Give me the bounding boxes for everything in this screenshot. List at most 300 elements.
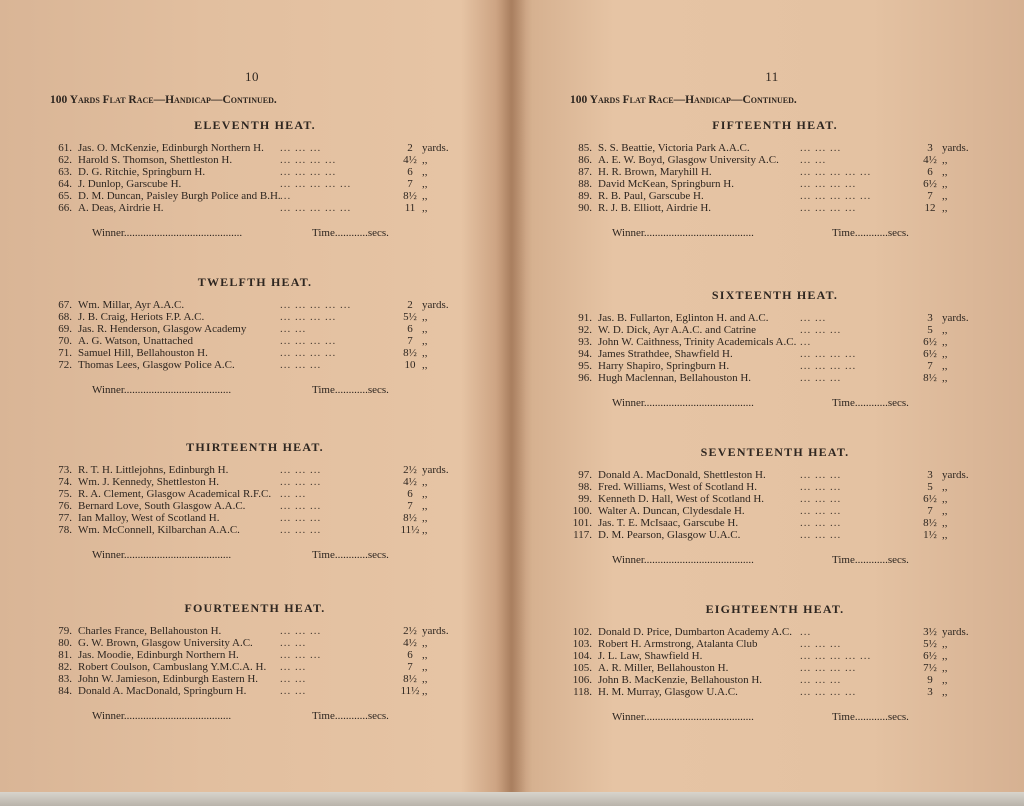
entry-number: 102.: [572, 626, 592, 638]
entry-number: 69.: [58, 323, 72, 336]
handicap-value: 9: [927, 674, 933, 687]
handicap-value: 8½: [923, 372, 937, 385]
handicap-unit: yards.: [422, 625, 449, 637]
entry-number: 93.: [578, 336, 592, 349]
handicap-unit: ,,: [942, 505, 948, 518]
leader-dots: ... ... ...: [280, 524, 322, 537]
handicap-unit: ,,: [942, 529, 948, 542]
time-blank: Time............secs.: [832, 710, 909, 723]
entry-row: [50, 347, 460, 359]
result-line: [570, 227, 980, 241]
entry-number: 74.: [58, 476, 72, 489]
competitor-name: Wm. McConnell, Kilbarchan A.A.C.: [78, 524, 240, 537]
handicap-value: 5½: [403, 311, 417, 324]
leader-dots: ... ... ... ...: [280, 166, 337, 179]
time-blank: Time............secs.: [312, 226, 389, 239]
competitor-name: Charles France, Bellahouston H.: [78, 625, 222, 637]
handicap-unit: yards.: [422, 464, 449, 476]
competitor-name: J. L. Law, Shawfield H.: [598, 650, 703, 663]
entry-number: 91.: [578, 312, 592, 324]
competitor-name: J. B. Craig, Heriots F.P. A.C.: [78, 311, 205, 324]
entry-row: [50, 335, 460, 347]
leader-dots: ... ... ... ...: [280, 311, 337, 324]
entry-number: 76.: [58, 500, 72, 513]
handicap-unit: ,,: [942, 481, 948, 494]
entry-number: 106.: [572, 674, 592, 687]
running-head: 100 Yards Flat Race—Handicap—Continued.: [50, 94, 277, 106]
entry-row: [50, 673, 460, 685]
handicap-value: 11½: [400, 685, 420, 698]
heat-block: [50, 275, 460, 398]
handicap-unit: ,,: [422, 637, 428, 650]
handicap-value: 3: [927, 469, 933, 481]
entry-row: [50, 178, 460, 190]
competitor-name: Harry Shapiro, Springburn H.: [598, 360, 730, 373]
handicap-unit: ,,: [422, 649, 428, 662]
entry-number: 101.: [572, 517, 592, 530]
entry-number: 105.: [572, 662, 592, 675]
competitor-name: G. W. Brown, Glasgow University A.C.: [78, 637, 253, 650]
entry-row: [570, 178, 980, 190]
entry-row: [570, 166, 980, 178]
entry-row: [50, 166, 460, 178]
competitor-name: John W. Caithness, Trinity Academicals A.C.: [598, 336, 797, 349]
handicap-value: 5: [927, 481, 933, 494]
entry-number: 84.: [58, 685, 72, 698]
handicap-value: 4½: [923, 154, 937, 167]
handicap-value: 8½: [403, 512, 417, 525]
entry-row: [570, 324, 980, 336]
handicap-unit: ,,: [942, 324, 948, 337]
entry-number: 63.: [58, 166, 72, 179]
leader-dots: ... ... ...: [800, 493, 842, 506]
result-line: [570, 397, 980, 411]
entry-row: [570, 469, 980, 481]
entry-number: 83.: [58, 673, 72, 686]
winner-blank: Winner........................................: [612, 710, 754, 723]
heat-title: THIRTEENTH HEAT.: [186, 440, 324, 454]
entry-number: 87.: [578, 166, 592, 179]
leader-dots: ... ... ... ... ...: [280, 178, 352, 191]
leader-dots: ... ...: [280, 685, 307, 698]
entry-row: [50, 154, 460, 166]
heat-block: [570, 288, 980, 411]
leader-dots: ... ... ... ...: [280, 347, 337, 360]
competitor-name: Jas. Moodie, Edinburgh Northern H.: [78, 649, 239, 662]
entry-number: 97.: [578, 469, 592, 481]
handicap-value: 5½: [923, 638, 937, 651]
entry-number: 72.: [58, 359, 72, 372]
leader-dots: ... ...: [280, 323, 307, 336]
winner-blank: Winner........................................: [612, 553, 754, 566]
handicap-value: 4½: [403, 154, 417, 167]
entry-row: [570, 638, 980, 650]
result-line: [50, 227, 460, 241]
entry-row: [570, 348, 980, 360]
entry-number: 78.: [58, 524, 72, 537]
handicap-value: 6: [927, 166, 933, 179]
time-blank: Time............secs.: [312, 709, 389, 722]
handicap-unit: ,,: [942, 674, 948, 687]
entry-number: 81.: [58, 649, 72, 662]
heat-block: [50, 118, 460, 241]
entry-row: [50, 190, 460, 202]
handicap-value: 6½: [923, 336, 937, 349]
entry-row: [570, 312, 980, 324]
competitor-name: J. Dunlop, Garscube H.: [78, 178, 182, 191]
handicap-unit: yards.: [422, 299, 449, 311]
handicap-unit: ,,: [422, 190, 428, 203]
handicap-value: 2½: [403, 625, 417, 637]
handicap-value: 3: [927, 142, 933, 154]
entry-number: 98.: [578, 481, 592, 494]
scan-bottom-edge: [0, 792, 1024, 806]
winner-blank: Winner.......................................: [92, 383, 232, 396]
leader-dots: ... ... ...: [800, 142, 842, 154]
competitor-name: John B. MacKenzie, Bellahouston H.: [598, 674, 763, 687]
entry-number: 99.: [578, 493, 592, 506]
handicap-value: 3½: [923, 626, 937, 638]
heat-block: [570, 602, 980, 725]
leader-dots: ... ... ...: [280, 359, 322, 372]
competitor-name: Fred. Williams, West of Scotland H.: [598, 481, 757, 494]
entry-list: [50, 299, 460, 372]
handicap-unit: yards.: [942, 142, 969, 154]
leader-dots: ...: [800, 626, 812, 638]
leader-dots: ...: [280, 190, 292, 203]
handicap-unit: ,,: [942, 638, 948, 651]
entry-row: [50, 512, 460, 524]
handicap-value: 7: [407, 500, 413, 513]
entry-row: [50, 524, 460, 536]
winner-blank: Winner.......................................: [92, 548, 232, 561]
handicap-unit: yards.: [942, 312, 969, 324]
entry-number: 73.: [58, 464, 72, 476]
handicap-unit: ,,: [942, 336, 948, 349]
entry-row: [570, 650, 980, 662]
leader-dots: ... ... ... ...: [800, 360, 857, 373]
handicap-value: 2½: [403, 464, 417, 476]
leader-dots: ... ... ...: [800, 529, 842, 542]
entry-number: 67.: [58, 299, 72, 311]
handicap-unit: ,,: [422, 347, 428, 360]
entry-list: [570, 626, 980, 699]
competitor-name: Jas. R. Henderson, Glasgow Academy: [78, 323, 247, 336]
competitor-name: D. M. Duncan, Paisley Burgh Police and B.H.: [78, 190, 281, 203]
handicap-value: 12: [924, 202, 936, 215]
heat-title: TWELFTH HEAT.: [197, 275, 313, 289]
leader-dots: ... ... ...: [800, 674, 842, 687]
handicap-unit: ,,: [942, 202, 948, 215]
entry-number: 66.: [58, 202, 72, 215]
leader-dots: ... ... ...: [800, 517, 842, 530]
entry-list: [50, 142, 460, 215]
entry-row: [50, 625, 460, 637]
leader-dots: ... ... ... ...: [800, 662, 857, 675]
competitor-name: W. D. Dick, Ayr A.A.C. and Catrine: [598, 324, 757, 337]
handicap-value: 3: [927, 686, 933, 699]
handicap-unit: ,,: [422, 166, 428, 179]
entry-number: 77.: [58, 512, 72, 525]
handicap-value: 8½: [403, 190, 417, 203]
entry-row: [570, 154, 980, 166]
competitor-name: Robert Coulson, Cambuslang Y.M.C.A. H.: [78, 661, 267, 674]
handicap-value: 7: [407, 178, 413, 191]
entry-row: [570, 493, 980, 505]
time-blank: Time............secs.: [312, 548, 389, 561]
handicap-unit: ,,: [422, 685, 428, 698]
entry-number: 61.: [58, 142, 72, 154]
handicap-unit: ,,: [942, 190, 948, 203]
entry-number: 80.: [58, 637, 72, 650]
leader-dots: ... ... ... ... ...: [280, 202, 352, 215]
leader-dots: ... ... ... ...: [800, 686, 857, 699]
competitor-name: R. T. H. Littlejohns, Edinburgh H.: [78, 464, 229, 476]
handicap-value: 7: [407, 661, 413, 674]
handicap-unit: ,,: [942, 154, 948, 167]
competitor-name: R. J. B. Elliott, Airdrie H.: [598, 202, 712, 215]
entry-row: [570, 360, 980, 372]
entry-number: 88.: [578, 178, 592, 191]
entry-number: 79.: [58, 625, 72, 637]
entry-number: 104.: [572, 650, 592, 663]
page-number: 10: [245, 69, 259, 84]
entry-row: [50, 464, 460, 476]
heat-title: FOURTEENTH HEAT.: [184, 601, 326, 615]
heat-title: SIXTEENTH HEAT.: [711, 288, 839, 302]
entry-number: 71.: [58, 347, 72, 360]
leader-dots: ... ... ...: [280, 464, 322, 476]
entry-row: [50, 202, 460, 214]
handicap-unit: yards.: [422, 142, 449, 154]
leader-dots: ... ... ... ...: [800, 178, 857, 191]
entry-row: [50, 299, 460, 311]
time-blank: Time............secs.: [832, 396, 909, 409]
entry-row: [50, 323, 460, 335]
entry-number: 95.: [578, 360, 592, 373]
entry-list: [570, 312, 980, 385]
handicap-unit: ,,: [942, 662, 948, 675]
handicap-unit: yards.: [942, 626, 969, 638]
competitor-name: D. G. Ritchie, Springburn H.: [78, 166, 206, 179]
handicap-unit: ,,: [422, 202, 428, 215]
competitor-name: Ian Malloy, West of Scotland H.: [78, 512, 220, 525]
competitor-name: A. Deas, Airdrie H.: [78, 202, 164, 215]
entry-number: 90.: [578, 202, 592, 215]
handicap-value: 6: [407, 323, 413, 336]
handicap-unit: ,,: [422, 673, 428, 686]
entry-list: [50, 625, 460, 698]
handicap-value: 6½: [923, 178, 937, 191]
entry-number: 70.: [58, 335, 72, 348]
leader-dots: ... ... ...: [800, 481, 842, 494]
entry-number: 64.: [58, 178, 72, 191]
handicap-value: 6: [407, 166, 413, 179]
entry-row: [570, 190, 980, 202]
handicap-unit: ,,: [942, 360, 948, 373]
leader-dots: ... ...: [800, 312, 827, 324]
result-line: [50, 710, 460, 724]
handicap-unit: ,,: [422, 512, 428, 525]
handicap-value: 7: [927, 190, 933, 203]
heat-block: [570, 118, 980, 241]
entry-row: [50, 488, 460, 500]
competitor-name: Jas. B. Fullarton, Eglinton H. and A.C.: [598, 312, 769, 324]
leader-dots: ... ... ... ...: [280, 335, 337, 348]
leader-dots: ... ...: [280, 637, 307, 650]
entry-row: [570, 202, 980, 214]
handicap-value: 7½: [923, 662, 937, 675]
competitor-name: Bernard Love, South Glasgow A.A.C.: [78, 500, 246, 513]
handicap-unit: ,,: [422, 488, 428, 501]
leader-dots: ... ... ...: [280, 500, 322, 513]
handicap-value: 1½: [923, 529, 937, 542]
handicap-unit: ,,: [422, 178, 428, 191]
time-blank: Time............secs.: [312, 383, 389, 396]
handicap-unit: ,,: [422, 359, 428, 372]
winner-blank: Winner...........................................: [92, 226, 243, 239]
competitor-name: A. R. Miller, Bellahouston H.: [598, 662, 729, 675]
leader-dots: ... ... ... ... ...: [800, 166, 872, 179]
competitor-name: H. M. Murray, Glasgow U.A.C.: [598, 686, 738, 699]
entry-number: 118.: [573, 686, 592, 699]
leader-dots: ... ...: [280, 661, 307, 674]
handicap-unit: ,,: [422, 476, 428, 489]
entry-row: [50, 500, 460, 512]
handicap-value: 7: [407, 335, 413, 348]
competitor-name: H. R. Brown, Maryhill H.: [598, 166, 712, 179]
competitor-name: Wm. J. Kennedy, Shettleston H.: [78, 476, 220, 489]
entry-number: 85.: [578, 142, 592, 154]
competitor-name: R. B. Paul, Garscube H.: [598, 190, 704, 203]
competitor-name: Walter A. Duncan, Clydesdale H.: [598, 505, 745, 518]
handicap-unit: ,,: [422, 500, 428, 513]
result-line: [570, 711, 980, 725]
handicap-value: 6: [407, 488, 413, 501]
entry-list: [570, 469, 980, 542]
entry-row: [570, 481, 980, 493]
leader-dots: ... ... ...: [800, 469, 842, 481]
handicap-unit: ,,: [942, 493, 948, 506]
competitor-name: S. S. Beattie, Victoria Park A.A.C.: [598, 142, 750, 154]
competitor-name: Wm. Millar, Ayr A.A.C.: [78, 299, 185, 311]
competitor-name: Samuel Hill, Bellahouston H.: [78, 347, 208, 360]
entry-number: 103.: [572, 638, 592, 651]
entry-number: 92.: [578, 324, 592, 337]
handicap-value: 8½: [403, 347, 417, 360]
competitor-name: D. M. Pearson, Glasgow U.A.C.: [598, 529, 741, 542]
leader-dots: ... ...: [280, 673, 307, 686]
result-line: [570, 554, 980, 568]
leader-dots: ... ... ...: [280, 142, 322, 154]
handicap-value: 11: [404, 202, 416, 215]
leader-dots: ... ... ... ...: [800, 348, 857, 361]
entry-row: [570, 626, 980, 638]
competitor-name: Donald D. Price, Dumbarton Academy A.C.: [598, 626, 792, 638]
leader-dots: ... ... ... ... ...: [280, 299, 352, 311]
handicap-value: 8½: [923, 517, 937, 530]
competitor-name: James Strathdee, Shawfield H.: [598, 348, 733, 361]
handicap-value: 10: [404, 359, 416, 372]
heat-title: FIFTEENTH HEAT.: [712, 118, 838, 132]
competitor-name: John W. Jamieson, Edinburgh Eastern H.: [78, 673, 259, 686]
leader-dots: ... ... ... ... ...: [800, 650, 872, 663]
handicap-unit: ,,: [422, 335, 428, 348]
entry-row: [50, 685, 460, 697]
entry-number: 117.: [573, 529, 592, 542]
leader-dots: ... ... ...: [280, 512, 322, 525]
time-blank: Time............secs.: [832, 553, 909, 566]
leader-dots: ... ... ...: [800, 505, 842, 518]
leader-dots: ... ...: [800, 154, 827, 167]
competitor-name: Kenneth D. Hall, West of Scotland H.: [598, 493, 765, 506]
handicap-value: 6: [407, 649, 413, 662]
competitor-name: Jas. O. McKenzie, Edinburgh Northern H.: [78, 142, 264, 154]
handicap-value: 2: [407, 299, 413, 311]
entry-list: [50, 464, 460, 537]
entry-row: [570, 505, 980, 517]
entry-row: [570, 336, 980, 348]
entry-number: 89.: [578, 190, 592, 203]
time-blank: Time............secs.: [832, 226, 909, 239]
entry-row: [50, 637, 460, 649]
entry-number: 82.: [58, 661, 72, 674]
handicap-value: 5: [927, 324, 933, 337]
entry-number: 96.: [578, 372, 592, 385]
entry-number: 94.: [578, 348, 592, 361]
competitor-name: Donald A. MacDonald, Shettleston H.: [598, 469, 766, 481]
result-line: [50, 384, 460, 398]
entry-number: 100.: [572, 505, 592, 518]
entry-row: [570, 372, 980, 384]
handicap-unit: ,,: [422, 661, 428, 674]
competitor-name: David McKean, Springburn H.: [598, 178, 734, 191]
handicap-unit: ,,: [942, 372, 948, 385]
entry-number: 62.: [58, 154, 72, 167]
leader-dots: ... ... ...: [800, 324, 842, 337]
entry-row: [570, 674, 980, 686]
competitor-name: Jas. T. E. McIsaac, Garscube H.: [598, 517, 739, 530]
competitor-name: Donald A. MacDonald, Springburn H.: [78, 685, 247, 698]
entry-row: [570, 529, 980, 541]
entry-number: 86.: [578, 154, 592, 167]
handicap-unit: ,,: [942, 650, 948, 663]
entry-number: 68.: [58, 311, 72, 324]
handicap-value: 6½: [923, 650, 937, 663]
handicap-value: 7: [927, 505, 933, 518]
competitor-name: Hugh Maclennan, Bellahouston H.: [598, 372, 752, 385]
leader-dots: ... ...: [280, 488, 307, 501]
entry-number: 75.: [58, 488, 72, 501]
entry-row: [570, 686, 980, 698]
handicap-unit: ,,: [422, 311, 428, 324]
competitor-name: A. E. W. Boyd, Glasgow University A.C.: [598, 154, 779, 167]
handicap-unit: ,,: [942, 166, 948, 179]
handicap-unit: yards.: [942, 469, 969, 481]
leader-dots: ... ... ...: [280, 649, 322, 662]
handicap-value: 4½: [403, 476, 417, 489]
entry-row: [50, 661, 460, 673]
entry-row: [570, 142, 980, 154]
leader-dots: ... ... ...: [280, 476, 322, 489]
entry-row: [570, 662, 980, 674]
winner-blank: Winner.......................................: [92, 709, 232, 722]
heat-title: ELEVENTH HEAT.: [194, 118, 316, 132]
winner-blank: Winner........................................: [612, 396, 754, 409]
running-head: 100 Yards Flat Race—Handicap—Continued.: [570, 94, 797, 106]
page-number: 11: [765, 69, 779, 84]
competitor-name: A. G. Watson, Unattached: [78, 335, 193, 348]
